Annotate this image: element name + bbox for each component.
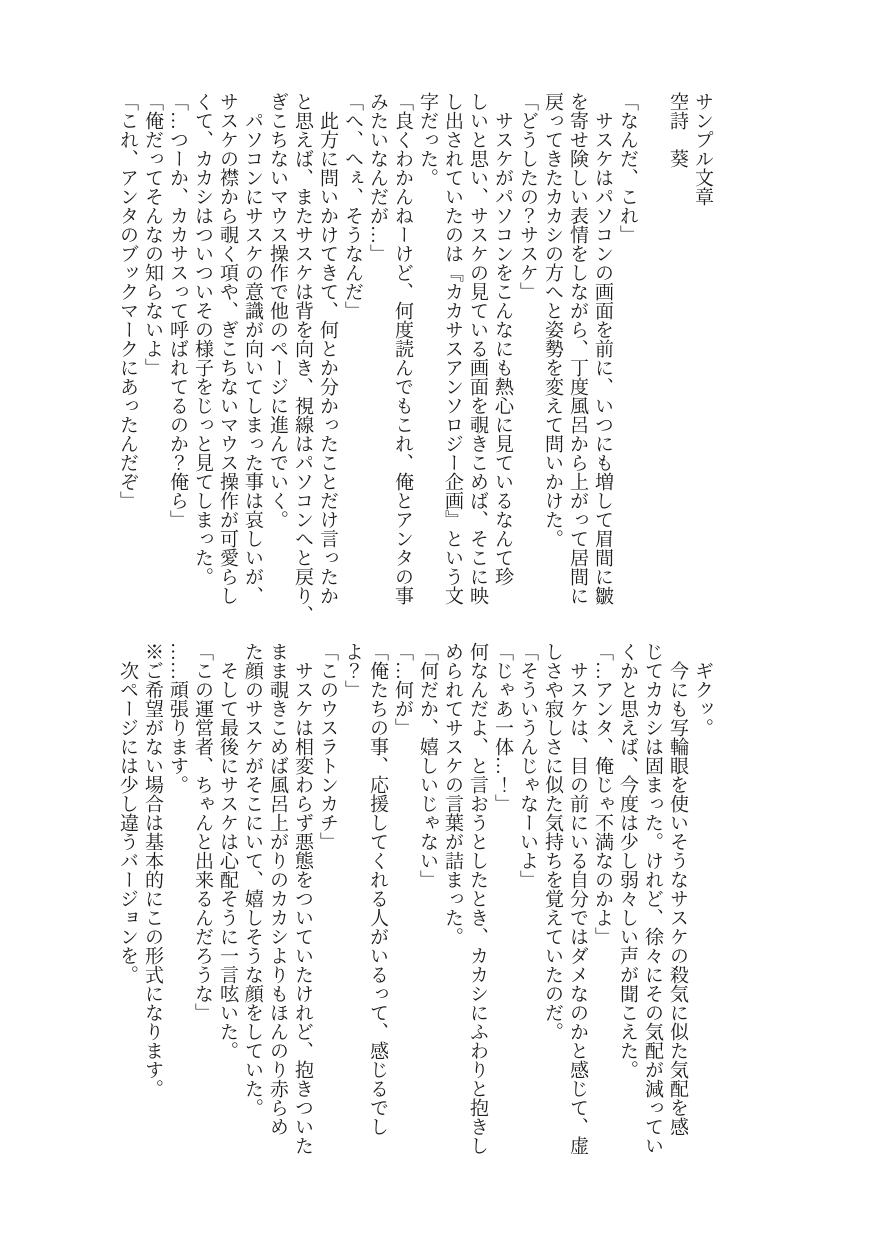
- bottom-text-block: [115, 642, 715, 1158]
- text-column: 「俺だってそんなの知らないよ」: [142, 92, 163, 377]
- text-column: 「良くわかんねーけど、何度読んでもこれ、俺とアンタの事: [392, 92, 413, 605]
- top-text-block: [115, 92, 715, 624]
- text-column: 今にも写輪眼を使いそうなサスケの殺気に似た気配を感: [667, 642, 688, 1136]
- text-column: 「へ、へぇ、そうなんだ」: [342, 92, 363, 320]
- text-column: 「どうしたの？サスケ」: [517, 92, 538, 301]
- text-column: 「じゃあ一体…！」: [492, 642, 513, 813]
- text-column: 「この運営者、ちゃんと出来るんだろうな」: [192, 642, 213, 1022]
- text-column: 「このウスラトンカチ」: [317, 642, 338, 851]
- text-column: 「何だか、嬉しいじゃない」: [417, 642, 438, 889]
- reply-line: ……頑張ります。: [167, 642, 188, 794]
- text-column: し出されていたのは『カカサスアンソロジー企画』という文: [442, 92, 463, 605]
- text-column: サスケは相変わらず悪態をついていたけれど、抱きついた: [292, 642, 313, 1155]
- text-column: 何なんだよ、と言おうとしたとき、カカシにふわりと抱きし: [467, 642, 488, 1155]
- text-column: しいと思い、サスケの見ている画面を覗きこめば、そこに映: [467, 92, 488, 605]
- text-column: 「そういうんじゃなーいよ」: [517, 642, 538, 889]
- text-column: 「なんだ、これ」: [617, 92, 638, 244]
- text-column: サスケの襟から覗く項や、ぎこちないマウス操作が可愛らし: [217, 92, 238, 605]
- text-column: サスケはパソコンの画面を前に、いつにも増して眉間に皺: [592, 92, 613, 605]
- text-column: 戻ってきたカカシの方へと姿勢を変えて問いかけた。: [542, 92, 563, 548]
- text-column: 字だった。: [417, 92, 438, 187]
- text-column: 「俺たちの事、応援してくれる人がいるって、感じるでし: [367, 642, 388, 1136]
- text-column: 「これ、アンタのブックマークにあったんだぞ」: [117, 92, 138, 510]
- text-column: 「…何が」: [392, 642, 413, 737]
- text-column: くて、カカシはついついその様子をじっと見てしまった。: [192, 92, 213, 586]
- text-column: 「…つーか、カカサスって呼ばれてるのか？俺ら」: [167, 92, 188, 529]
- text-column: た顔のサスケがそこにいて、嬉しそうな顔をしていた。: [242, 642, 263, 1117]
- text-column: じてカカシは固まった。けれど、徐々にその気配が減ってい: [642, 642, 663, 1155]
- text-column: しさや寂しさに似た気持ちを覚えていたのだ。: [542, 642, 563, 1041]
- text-column: 「…アンタ、俺じゃ不満なのかよ」: [592, 642, 613, 946]
- text-column: みたいなんだが…」: [367, 92, 388, 263]
- text-column: を寄せ険しい表情をしながら、丁度風呂から上がって居間に: [567, 92, 588, 605]
- text-column: よ？」: [342, 642, 363, 699]
- text-column: サスケがパソコンをこんなにも熱心に見ているなんて珍: [492, 92, 513, 586]
- doc-title: サンプル文章: [692, 92, 713, 206]
- text-column: まま覗きこめば風呂上がりのカカシよりもほんのり赤らめ: [267, 642, 288, 1136]
- column-spacer: [640, 92, 665, 608]
- text-column: と思えば、またサスケは背を向き、視線はパソコンへと戻り、: [292, 92, 313, 624]
- author-name: 空詩 葵: [667, 92, 688, 168]
- text-column: パソコンにサスケの意識が向いてしまった事は哀しいが、: [242, 92, 263, 605]
- text-column: くかと思えば、今度は少し弱々しい声が聞こえた。: [617, 642, 638, 1079]
- text-column: サスケは、目の前にいる自分ではダメなのかと感じて、虚: [567, 642, 588, 1155]
- text-column: められてサスケの言葉が詰まった。: [442, 642, 463, 946]
- text-column: 此方に問いかけてきて、何とか分かったことだけ言ったか: [317, 92, 338, 605]
- note-line: ※ご希望がない場合は基本的にこの形式になります。: [142, 642, 163, 1098]
- text-column: ぎこちないマウス操作で他のページに進んでいく。: [267, 92, 288, 529]
- text-column: ギクッ。: [692, 642, 713, 737]
- text-column: そして最後にサスケは心配そうに一言呟いた。: [217, 642, 238, 1060]
- note-line: 次ページには少し違うバージョンを。: [117, 642, 138, 984]
